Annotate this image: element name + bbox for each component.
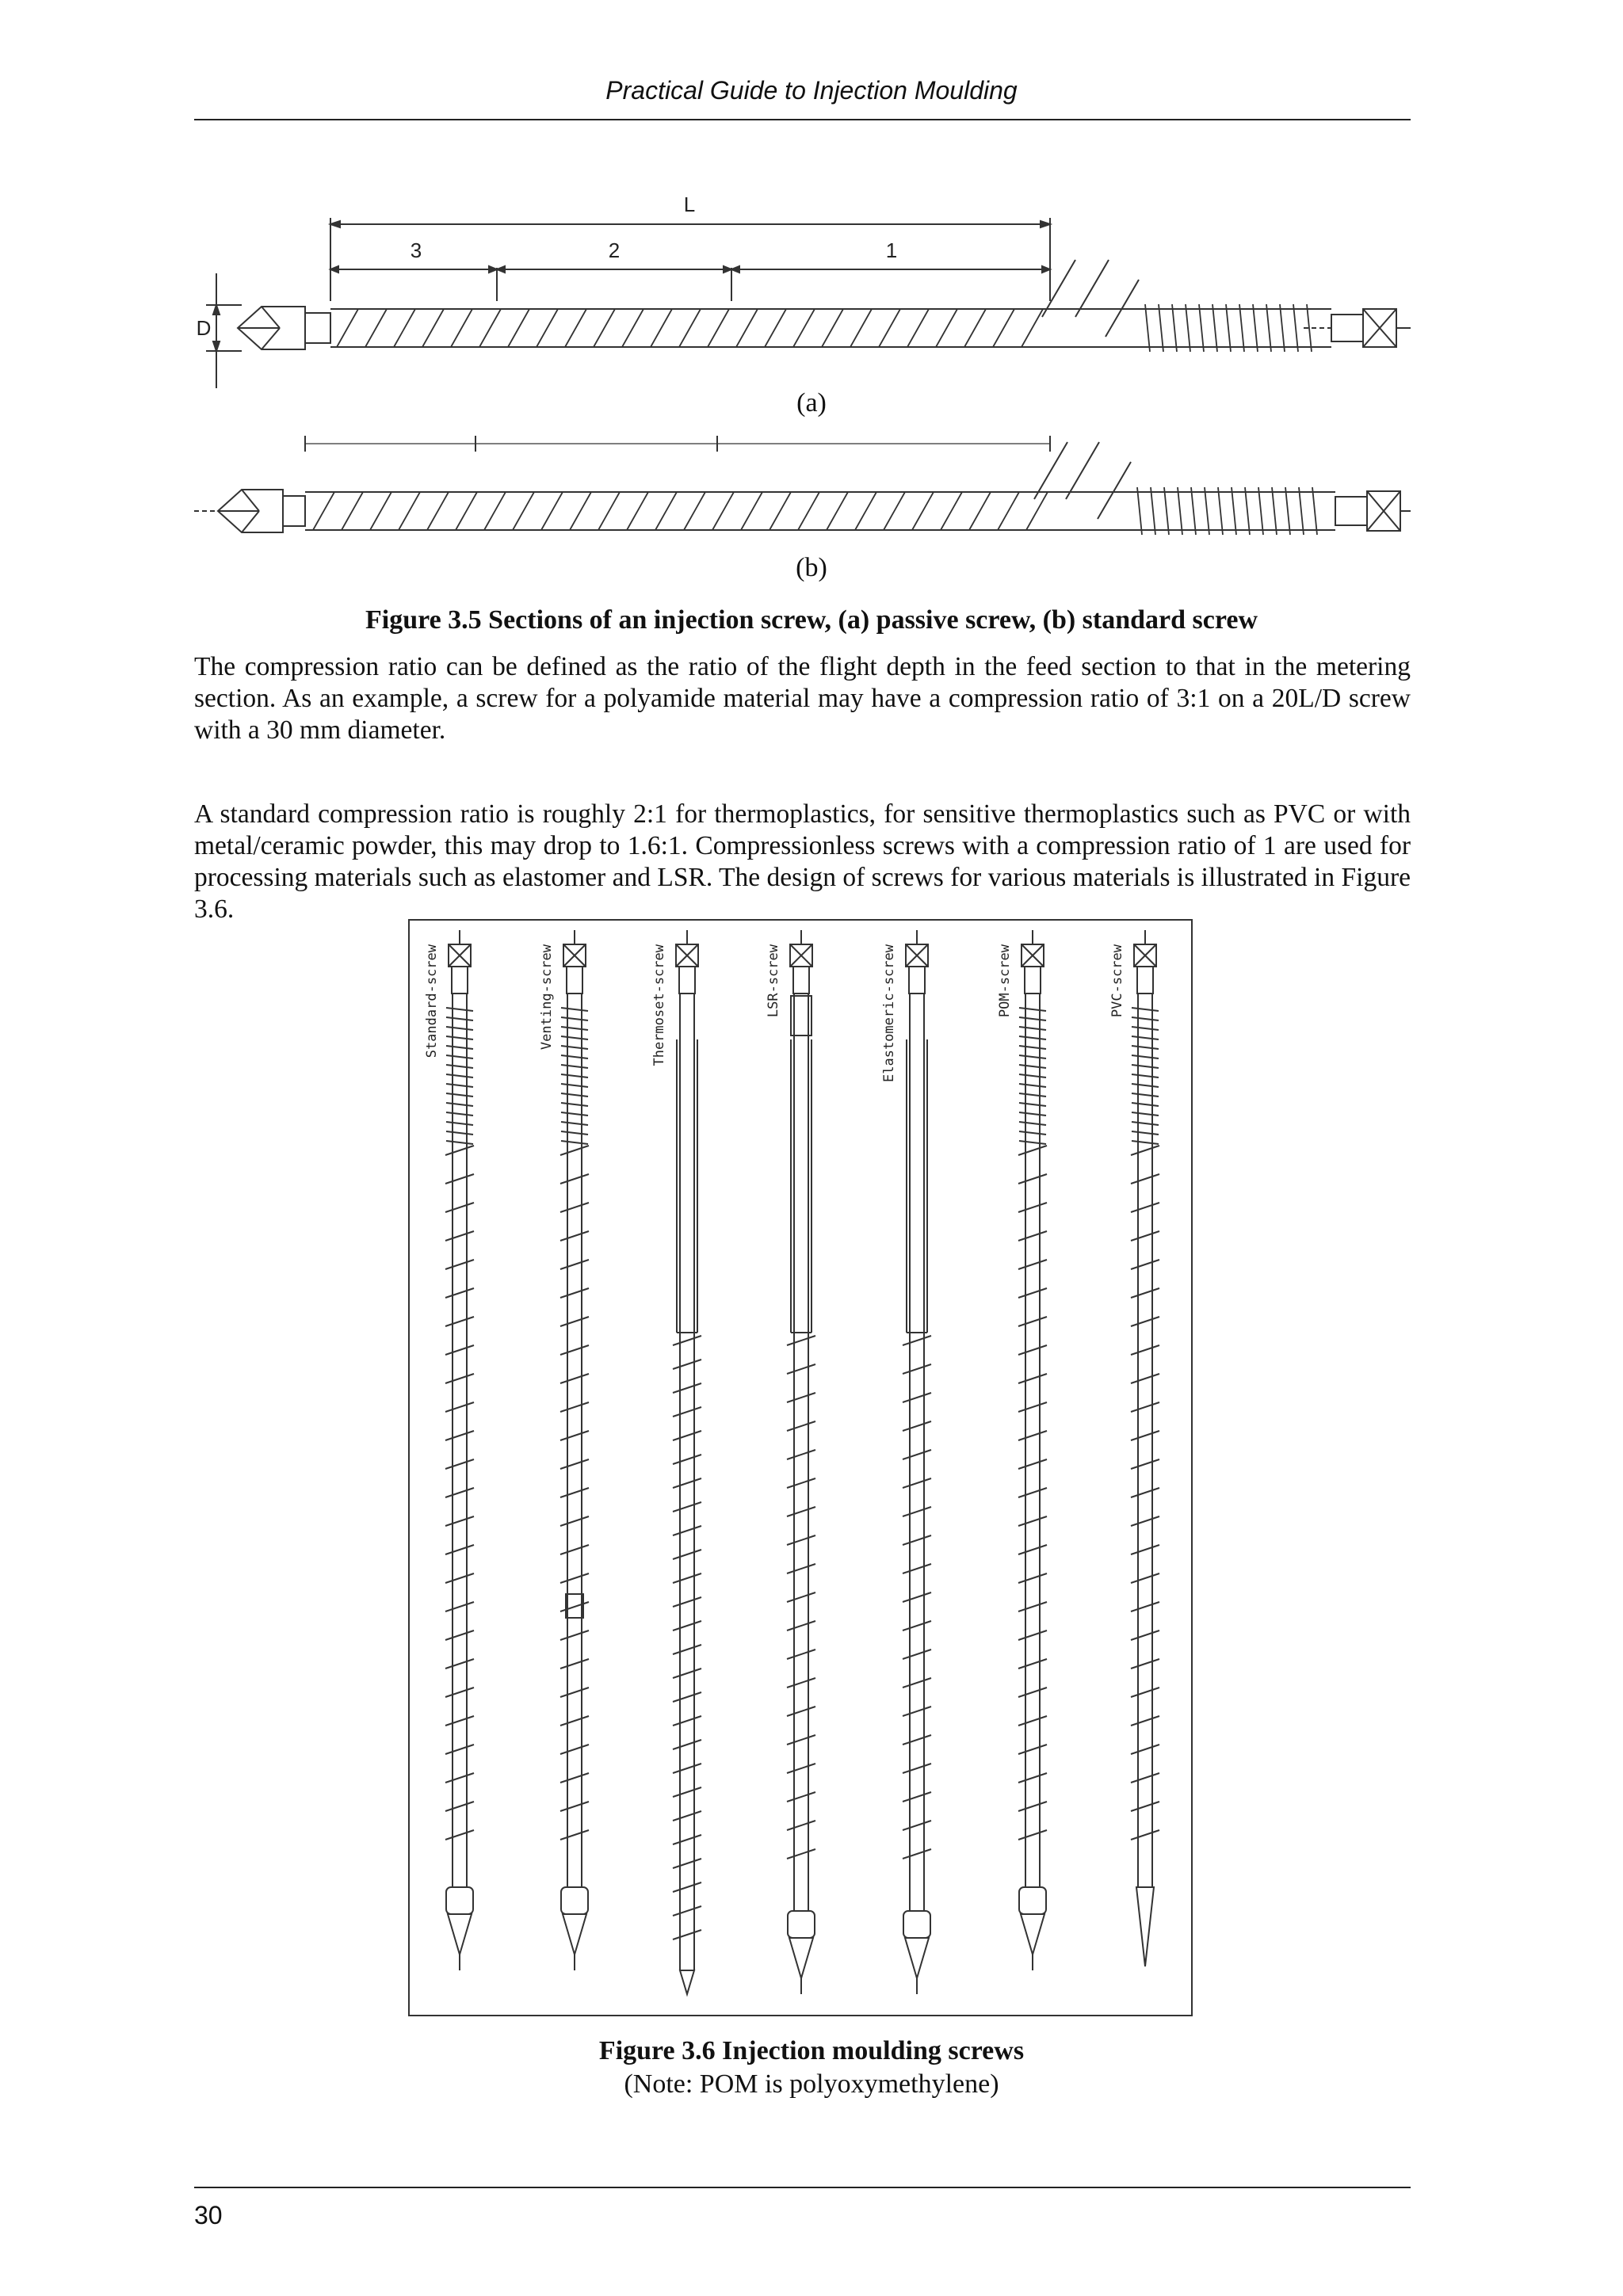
screw-label-pom: POM-screw (997, 944, 1013, 1018)
running-header: Practical Guide to Injection Moulding (605, 76, 1018, 105)
screw-thermoset (673, 930, 701, 1994)
header-rule (194, 119, 1411, 120)
footer-rule (194, 2187, 1411, 2188)
dimension-label-diameter: D (196, 316, 212, 340)
dimension-label-zone-1: 1 (885, 238, 898, 262)
screw-pom (1018, 930, 1047, 1970)
page-number: 30 (194, 2201, 223, 2229)
body-paragraph-1: The compression ratio can be defined as the ratio of the flight depth in the feed section to that in the metering section. As an example, a screw for a polyamide material may have a compression ratio of 3:1 on a 20L/D screw with a 30 mm diameter. (194, 652, 1411, 745)
screw-lsr (787, 930, 815, 1994)
figure-3-5-sub-label-a: (a) (796, 388, 827, 418)
screw-label-lsr: LSR-screw (766, 944, 781, 1018)
figure-3-5-caption: Figure 3.5 Sections of an injection screw, (a) passive screw, (b) standard screw (365, 605, 1258, 635)
screw-label-thermoset: Thermoset-screw (651, 944, 667, 1066)
figure-3-5-sub-label-b: (b) (796, 553, 827, 582)
screw-label-pvc: PVC-screw (1109, 944, 1125, 1018)
standard-screw-drawing (194, 436, 1411, 535)
figure-3-6-drawing (408, 919, 1193, 2016)
screw-label-venting: Venting-screw (539, 944, 555, 1051)
screw-venting (560, 930, 589, 1970)
screw-label-standard: Standard-screw (424, 944, 440, 1058)
screw-elastomer (903, 930, 931, 1994)
passive-screw-drawing (206, 218, 1411, 388)
body-paragraph-2: A standard compression ratio is roughly 2:1 for thermoplastics, for sensitive thermoplastics such as PVC or with metal/ceramic powder, this may drop to 1.6:1. Compressionless screws with a compression ratio of 1 are used for processing materials such as elastomer and LSR. The design of screws for various materials is illustrated in Figure 3.6. (194, 799, 1411, 924)
screw-label-elastomer: Elastomeric-screw (881, 944, 897, 1082)
figure-3-6-note: (Note: POM is polyoxymethylene) (624, 2069, 999, 2099)
screw-pvc (1131, 930, 1159, 1966)
dimension-label-zone-2: 2 (608, 238, 621, 262)
dimension-label-length: L (683, 193, 696, 216)
dimension-label-zone-3: 3 (410, 238, 422, 262)
figure-3-5-drawing (194, 178, 1411, 555)
screw-standard (445, 930, 474, 1970)
figure-3-6-caption: Figure 3.6 Injection moulding screws (598, 2036, 1025, 2065)
